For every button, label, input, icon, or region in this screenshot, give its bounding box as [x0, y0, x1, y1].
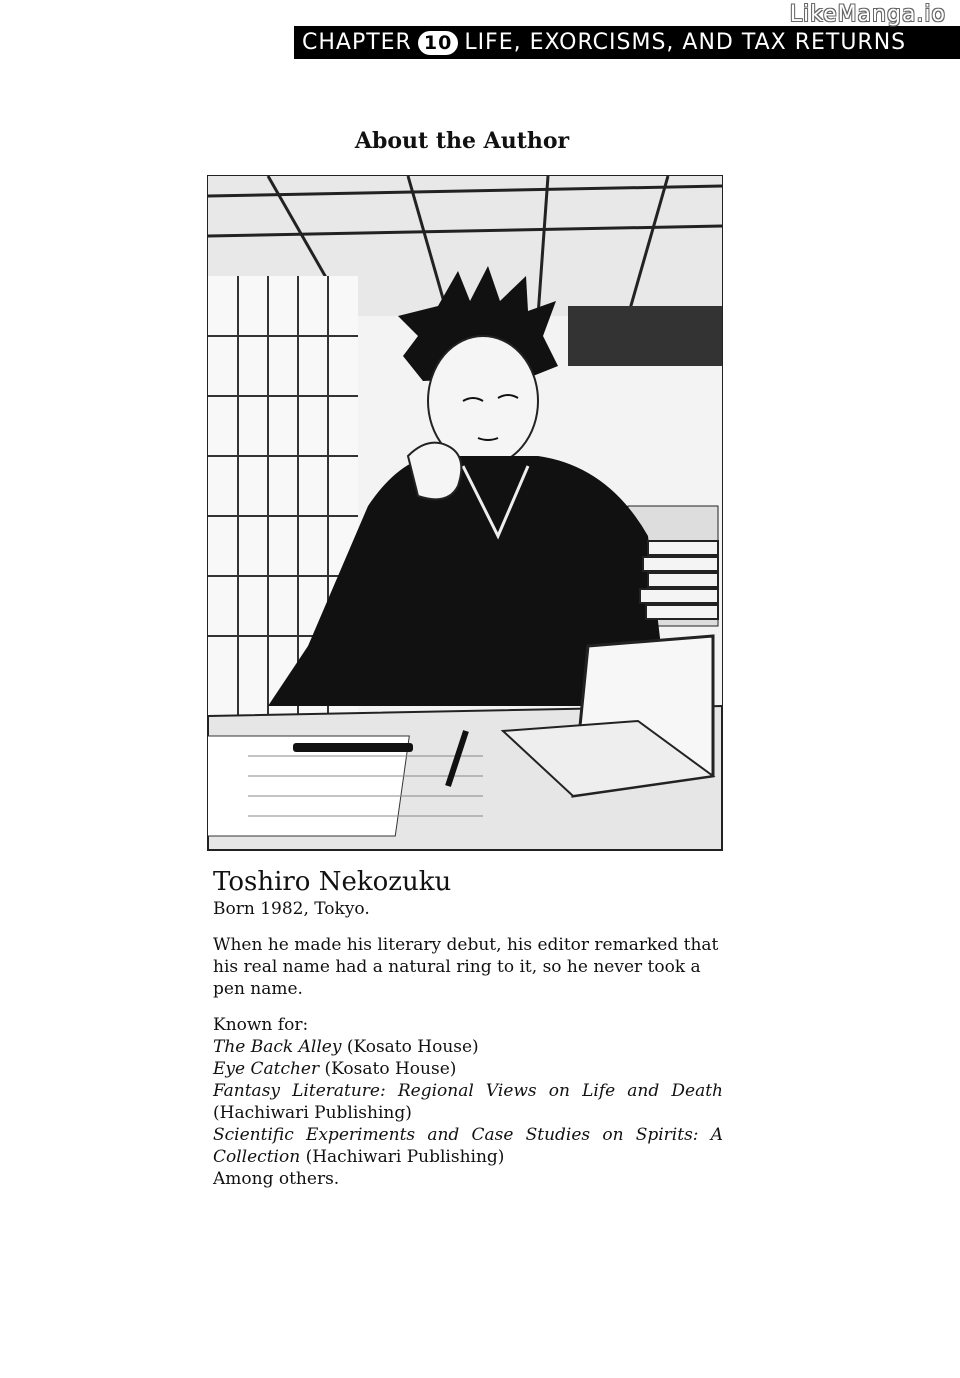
author-name: Toshiro Nekozuku	[213, 867, 452, 897]
work-title: Eye Catcher	[213, 1059, 320, 1079]
work-item	[213, 1080, 723, 1124]
author-bio-block	[213, 866, 723, 1190]
work-item	[213, 1124, 723, 1168]
work-title: Scientific Experiments and Case Studies on Spirits: A Collection	[213, 1125, 723, 1167]
work-publisher: (Kosato House)	[346, 1037, 479, 1057]
page-title: About the Author	[354, 128, 570, 154]
work-title: The Back Alley	[213, 1037, 342, 1057]
work-item	[213, 1058, 723, 1080]
author-illustration	[207, 175, 723, 851]
known-for-label: Known for:	[213, 1015, 309, 1035]
chapter-label: CHAPTER	[302, 30, 412, 55]
work-item	[213, 1036, 723, 1058]
work-publisher: (Hachiwari Publishing)	[213, 1103, 412, 1123]
work-publisher: (Hachiwari Publishing)	[305, 1147, 505, 1167]
chapter-title: LIFE, EXORCISMS, AND TAX RETURNS	[464, 30, 907, 55]
chapter-header-bar	[294, 26, 960, 59]
author-bio: When he made his literary debut, his editor remarked that his real name had a natural ring to it, so he never took a pen name.	[213, 935, 719, 999]
site-watermark: LikeManga.io	[789, 2, 946, 27]
chapter-number-badge: 10	[418, 31, 458, 55]
author-born: Born 1982, Tokyo.	[213, 899, 370, 919]
work-publisher: (Kosato House)	[324, 1059, 457, 1079]
works-closing: Among others.	[213, 1169, 340, 1189]
works-list	[213, 1014, 723, 1190]
work-title: Fantasy Literature: Regional Views on Life and Death	[213, 1081, 723, 1101]
